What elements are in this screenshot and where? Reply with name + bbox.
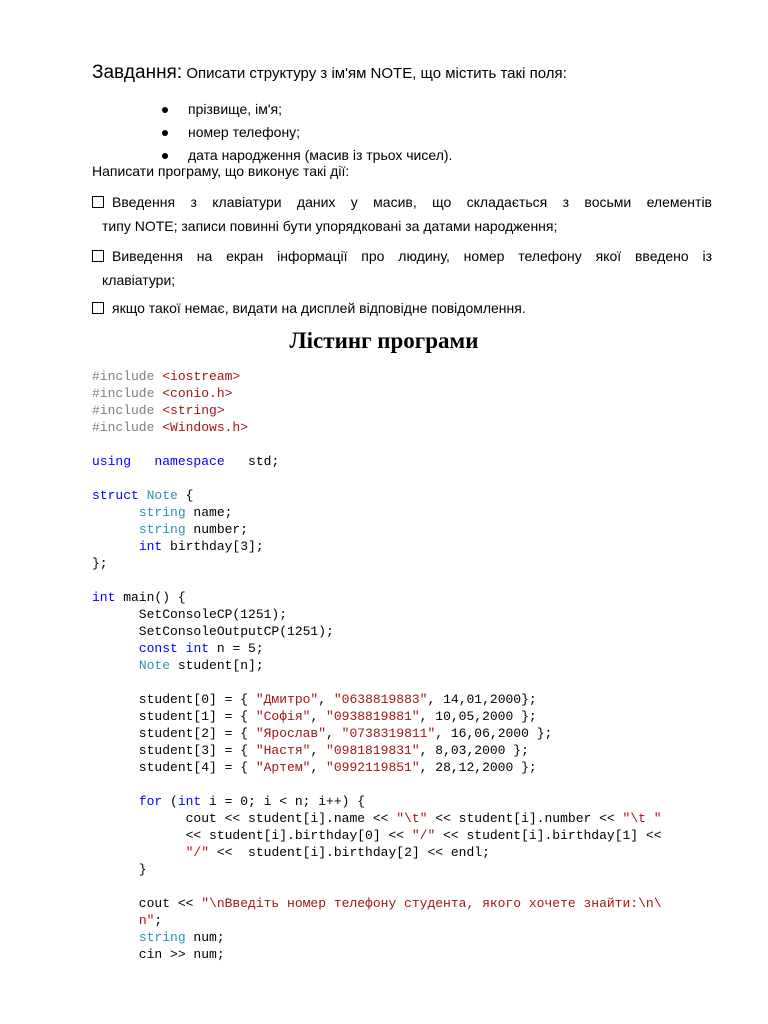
- code-token: struct: [92, 488, 139, 503]
- code-line: [92, 793, 662, 810]
- code-line: [92, 929, 662, 946]
- code-token: ;: [154, 913, 163, 928]
- listing-title: Лістинг програми: [289, 328, 479, 353]
- code-token: std;: [224, 454, 280, 469]
- code-line: [92, 419, 662, 436]
- code-line: [92, 912, 662, 929]
- code-token: <Windows.h>: [162, 420, 249, 435]
- code-token: [92, 522, 139, 537]
- code-line: [92, 368, 662, 385]
- checkbox-icon: [92, 302, 104, 314]
- code-token: string: [138, 930, 186, 945]
- code-token: <iostream>: [162, 369, 241, 384]
- code-line: [92, 487, 662, 504]
- code-token: ,: [310, 743, 327, 758]
- code-token: "\t ": [622, 811, 662, 826]
- code-token: << student[i].birthday[0] <<: [92, 828, 412, 843]
- task-label: Завдання:: [92, 62, 183, 83]
- code-token: using: [92, 454, 132, 469]
- code-line: [92, 623, 662, 640]
- code-token: "Ярослав": [255, 726, 327, 741]
- code-line: [92, 436, 662, 453]
- code-token: ,: [310, 709, 327, 724]
- code-token: [178, 641, 186, 656]
- code-token: ,: [310, 760, 327, 775]
- code-token: num;: [185, 930, 225, 945]
- code-token: namespace: [154, 454, 225, 469]
- code-token: "0992119851": [326, 760, 420, 775]
- code-token: [131, 454, 154, 469]
- code-token: student[1] = {: [92, 709, 256, 724]
- code-line: [92, 521, 662, 538]
- code-line: [92, 606, 662, 623]
- code-token: };: [92, 556, 108, 571]
- code-token: student[n];: [170, 658, 264, 673]
- code-token: , 10,05,2000 };: [419, 709, 537, 724]
- code-token: , 16,06,2000 };: [435, 726, 553, 741]
- code-token: #include: [92, 369, 163, 384]
- task-text: Описати структуру з ім'ям NOTE, що містить такі поля:: [186, 65, 567, 82]
- action-item-1: Введення з клавіатури даних у масив, що складається з восьми елементів типу NOTE; записи повинні бути упорядковані за датами народження;: [92, 190, 712, 238]
- code-line: [92, 827, 662, 844]
- code-token: "Артем": [255, 760, 311, 775]
- code-token: student[4] = {: [92, 760, 256, 775]
- code-token: #include: [92, 420, 163, 435]
- document-page: Завдання: Описати структуру з ім'ям NOTE, що містить такі поля: прізвище, ім'я; номер телефону; дата народження (масив із трьох чисел). Написати програму, що виконує такі дії: Введення з клавіатури даних у масив, що складається з восьми елементів типу NOTE; записи повинні бути упорядковані за датами народження; Виведення на екран інформації про людину, номер телефону якої введено із клавіатури; якщо такої немає, видати на дисплей відповідне повідомлення. Лістинг програми #include <iostream> #include <conio.h> #include <string> #include <Windows.h> using namespace std; struct Note { string name; string number; int birthday[3]; }; int main() { SetConsoleCP(1251); SetConsoleOutputCP(1251); const int n = 5; Note student[n]; student[0] = { "Дмитро", "0638819883", 14,01,2000}; student[1] = { "Софія", "0938819881", 10,05,2000 }; student[2] = { "Ярослав", "0738319811", 16,06,2000 }; student[3] = { "Настя", "0981819831", 8,03,2000 }; student[4] = { "Артем", "0992119851", 28,12,2000 }; for (int i = 0; i < n; i++) { cout << student[i].name << "\t" << student[i].number << "\t " << student[i].birthday[0] << "/" << student[i].birthday[1] << "/" << student[i].birthday[2] << endl; } cout << "\nВведіть номер телефону студента, якого хочете знайти:\n\ n"; string num; cin >> num;: [0, 0, 768, 1024]
- code-token: int: [177, 794, 202, 809]
- code-line: [92, 946, 662, 963]
- checkbox-icon: [92, 196, 104, 208]
- code-token: "0738319811": [341, 726, 436, 741]
- code-line: [92, 402, 662, 419]
- code-token: <conio.h>: [162, 386, 233, 401]
- code-line: [92, 844, 662, 861]
- code-line: [92, 708, 662, 725]
- code-line: [92, 470, 662, 487]
- code-token: "/": [185, 845, 210, 860]
- code-token: << student[i].birthday[2] << endl;: [209, 845, 490, 860]
- code-token: [92, 539, 139, 554]
- code-token: (: [162, 794, 178, 809]
- code-token: cin >> num;: [92, 947, 225, 962]
- code-token: string: [138, 522, 186, 537]
- code-token: , 28,12,2000 };: [419, 760, 537, 775]
- code-token: for: [138, 794, 163, 809]
- code-line: [92, 674, 662, 691]
- code-token: << student[i].birthday[1] <<: [435, 828, 662, 843]
- code-token: [92, 930, 139, 945]
- code-token: int: [92, 590, 116, 605]
- code-token: cout <<: [92, 896, 202, 911]
- code-line: [92, 861, 662, 878]
- code-token: string: [138, 505, 186, 520]
- code-token: , 8,03,2000 };: [419, 743, 529, 758]
- code-token: "0938819881": [326, 709, 420, 724]
- code-token: cout << student[i].name <<: [92, 811, 397, 826]
- code-line: [92, 776, 662, 793]
- code-token: student[2] = {: [92, 726, 256, 741]
- code-token: n": [138, 913, 155, 928]
- checkbox-icon: [92, 250, 104, 262]
- code-line: [92, 759, 662, 776]
- code-token: [92, 794, 139, 809]
- code-token: {: [177, 488, 194, 503]
- action-item-2: Виведення на екран інформації про людину, номер телефону якої введено із клавіатури;: [92, 244, 712, 292]
- code-token: ,: [326, 726, 342, 741]
- code-token: student[0] = {: [92, 692, 256, 707]
- code-line: [92, 810, 662, 827]
- program-intro: Написати програму, що виконує такі дії:: [92, 163, 350, 179]
- code-line: [92, 589, 662, 606]
- code-token: SetConsoleCP(1251);: [92, 607, 288, 622]
- code-line: [92, 385, 662, 402]
- code-line: [92, 657, 662, 674]
- code-token: [92, 505, 139, 520]
- code-token: int: [138, 539, 163, 554]
- code-token: "Софія": [255, 709, 311, 724]
- code-line: [92, 725, 662, 742]
- code-token: birthday[3];: [162, 539, 264, 554]
- code-token: "0981819831": [326, 743, 420, 758]
- code-token: ,: [318, 692, 334, 707]
- code-token: const: [138, 641, 178, 656]
- bullet-icon: [162, 153, 168, 159]
- code-token: "0638819883": [333, 692, 428, 707]
- code-token: "\nВведіть номер телефону студента, якого хочете знайти:\n\: [201, 896, 662, 911]
- code-line: [92, 742, 662, 759]
- code-token: student[3] = {: [92, 743, 256, 758]
- code-token: int: [185, 641, 210, 656]
- code-token: , 14,01,2000};: [427, 692, 537, 707]
- bullet-icon: [162, 107, 168, 113]
- code-token: [139, 488, 147, 503]
- code-token: #include: [92, 386, 163, 401]
- code-line: [92, 572, 662, 589]
- code-line: [92, 691, 662, 708]
- code-token: "/": [411, 828, 436, 843]
- code-token: main() {: [115, 590, 186, 605]
- code-token: "\t": [396, 811, 428, 826]
- code-token: SetConsoleOutputCP(1251);: [92, 624, 334, 639]
- code-listing: [92, 368, 662, 963]
- code-token: "Настя": [255, 743, 311, 758]
- code-line: [92, 555, 662, 572]
- action-item-3: якщо такої немає, видати на дисплей відповідне повідомлення.: [92, 296, 712, 320]
- code-token: [92, 641, 139, 656]
- code-token: number;: [185, 522, 249, 537]
- code-token: [92, 845, 186, 860]
- code-token: name;: [185, 505, 233, 520]
- code-token: <string>: [162, 403, 225, 418]
- code-token: #include: [92, 403, 163, 418]
- code-token: [92, 658, 139, 673]
- code-line: [92, 640, 662, 657]
- task-statement: [92, 62, 567, 84]
- code-token: [92, 913, 139, 928]
- code-token: << student[i].number <<: [427, 811, 623, 826]
- code-line: [92, 453, 662, 470]
- code-token: Note: [138, 658, 171, 673]
- code-token: i = 0; i < n; i++) {: [201, 794, 366, 809]
- code-line: [92, 895, 662, 912]
- code-line: [92, 538, 662, 555]
- code-line: [92, 504, 662, 521]
- code-token: Note: [146, 488, 178, 503]
- code-token: "Дмитро": [255, 692, 319, 707]
- code-token: }: [92, 862, 147, 877]
- code-token: n = 5;: [209, 641, 264, 656]
- code-line: [92, 878, 662, 895]
- bullet-icon: [162, 130, 168, 136]
